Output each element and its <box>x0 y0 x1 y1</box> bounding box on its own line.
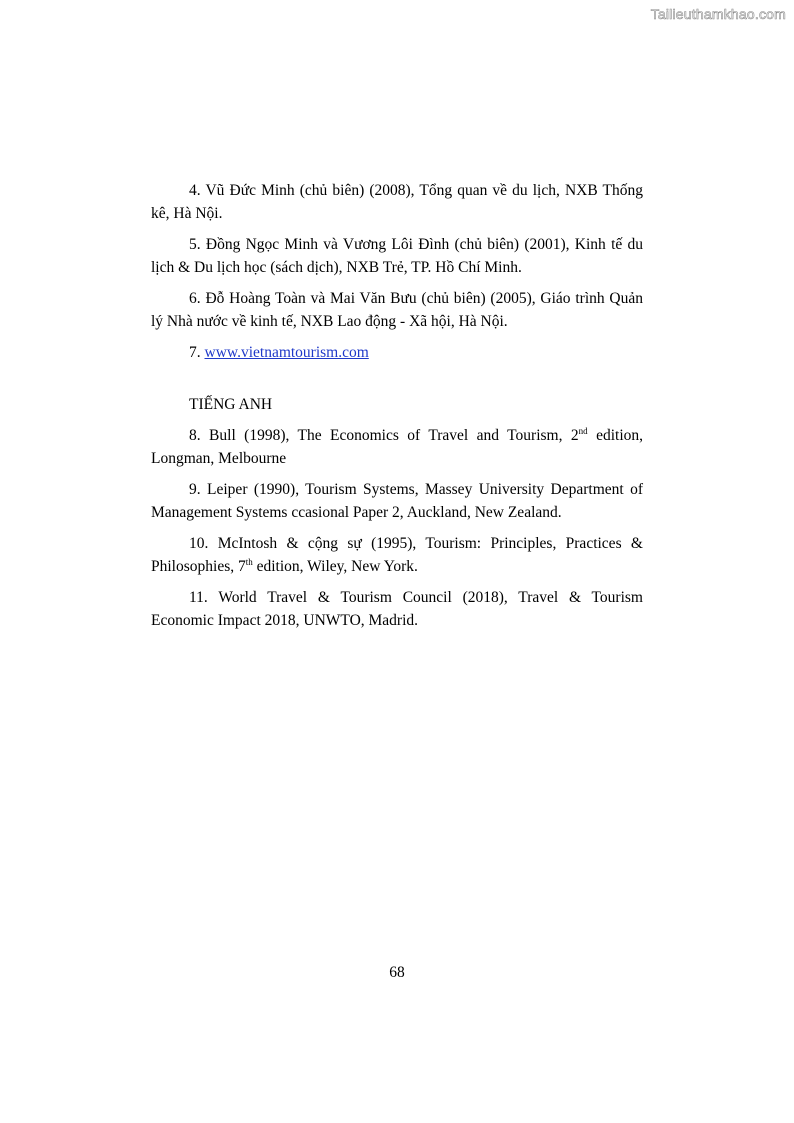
ordinal-superscript: th <box>245 556 253 567</box>
reference-number: 11. <box>189 589 208 606</box>
reference-list <box>151 180 643 641</box>
reference-item-11 <box>151 587 643 632</box>
reference-number: 9. <box>189 481 201 498</box>
reference-text: World Travel & Tourism Council (2018), Travel & Tourism Economic Impact 2018, UNWTO, Madrid. <box>151 589 643 629</box>
page-number: 68 <box>389 964 405 981</box>
reference-text: Leiper (1990), Tourism Systems, Massey University Department of Management Systems ccasional Paper 2, Auckland, New Zealand. <box>151 481 644 521</box>
section-heading-english: TIẾNG ANH <box>189 395 273 413</box>
reference-item-7 <box>151 342 643 365</box>
reference-text-continued: edition, Longman, Melbourne <box>151 427 643 467</box>
reference-link[interactable]: www.vietnamtourism.com <box>204 344 369 361</box>
reference-item-9 <box>151 479 643 524</box>
reference-text: McIntosh & cộng sự (1995), Tourism: Principles, Practices & Philosophies, 7 <box>151 535 643 575</box>
reference-item-5 <box>151 234 643 279</box>
reference-number: 10. <box>189 535 209 552</box>
reference-text: Vũ Đức Minh (chủ biên) (2008), Tổng quan về du lịch, NXB Thống kê, Hà Nội. <box>151 182 643 222</box>
reference-number: 4. <box>189 182 201 199</box>
reference-text: Đồng Ngọc Minh và Vương Lôi Đình (chủ biên) (2001), Kinh tế du lịch & Du lịch học (sách dịch), NXB Trẻ, TP. Hồ Chí Minh. <box>151 236 644 276</box>
reference-text-continued: edition, Wiley, New York. <box>252 557 418 575</box>
watermark-text: Tailieuthamkhao.com <box>650 6 786 22</box>
reference-text: Đỗ Hoàng Toàn và Mai Văn Bưu (chủ biên) (2005), Giáo trình Quản lý Nhà nước về kinh tế, NXB Lao động - Xã hội, Hà Nội. <box>151 290 644 330</box>
reference-item-10 <box>151 533 643 578</box>
reference-number: 5. <box>189 236 201 253</box>
reference-item-4 <box>151 180 643 225</box>
reference-text: Bull (1998), The Economics of Travel and Tourism, 2 <box>209 427 579 444</box>
ordinal-superscript: nd <box>578 425 588 436</box>
reference-number: 7. <box>189 344 201 361</box>
reference-item-8 <box>151 425 643 470</box>
reference-item-6 <box>151 288 643 333</box>
reference-number: 8. <box>189 427 201 444</box>
reference-number: 6. <box>189 290 201 307</box>
